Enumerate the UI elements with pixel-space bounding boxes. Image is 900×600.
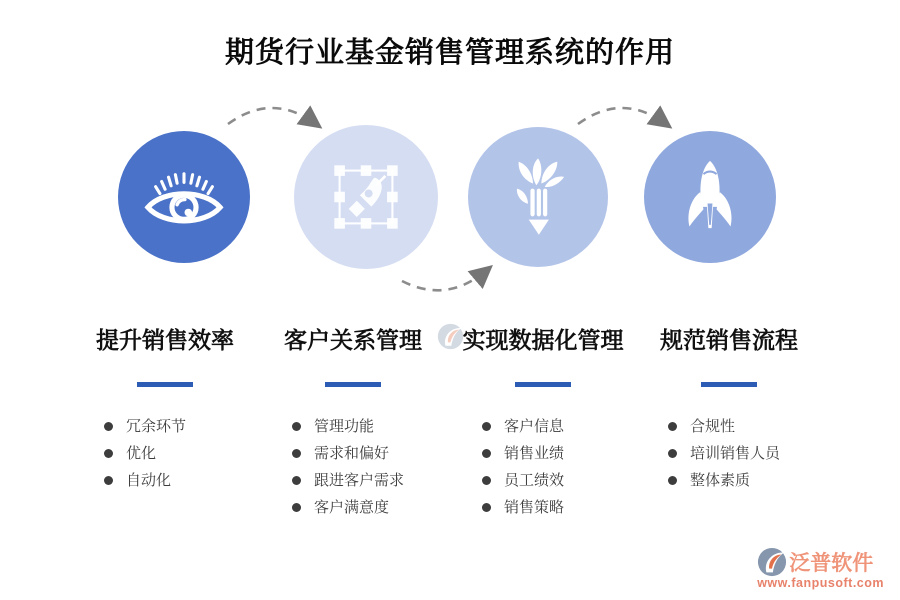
bullet-dot — [482, 503, 491, 512]
list-item — [668, 440, 824, 467]
arrow-2-3 — [402, 270, 487, 290]
section-heading: 提升销售效率 — [96, 328, 234, 353]
bullet-text: 需求和偏好 — [314, 445, 390, 462]
page-title: 期货行业基金销售管理系统的作用 — [224, 37, 675, 69]
bullet-text: 客户信息 — [504, 418, 565, 435]
bullet-text: 培训销售人员 — [690, 445, 781, 462]
bullet-dot — [292, 449, 301, 458]
section-sales-process — [634, 322, 824, 494]
heading-underline — [701, 382, 757, 387]
list-item — [292, 467, 448, 494]
list-item — [668, 413, 824, 440]
section-sales-efficiency — [70, 322, 260, 494]
brand-url: www.fanpusoft.com — [757, 576, 884, 590]
bullet-dot — [482, 449, 491, 458]
bullet-list — [70, 413, 260, 494]
list-item — [668, 467, 824, 494]
step-circle-4 — [644, 131, 776, 263]
list-item — [482, 494, 638, 521]
fanpu-logo-icon — [757, 547, 787, 577]
bullet-dot — [668, 449, 677, 458]
section-heading: 实现数据化管理 — [462, 328, 624, 353]
step-circle-2 — [294, 125, 438, 269]
bullet-text: 客户满意度 — [314, 499, 390, 516]
heading-underline — [515, 382, 571, 387]
footer-brand-block — [757, 547, 884, 590]
brand-name: 泛普软件 — [789, 551, 874, 575]
bullet-text: 优化 — [126, 445, 157, 462]
list-item — [292, 440, 448, 467]
bullet-text: 跟进客户需求 — [314, 472, 405, 489]
list-item — [482, 440, 638, 467]
bullet-dot — [104, 422, 113, 431]
bullet-text: 销售策略 — [504, 499, 565, 516]
list-item — [482, 467, 638, 494]
arrow-1-2 — [228, 108, 316, 124]
bullet-list — [448, 413, 638, 521]
step-circle-3 — [468, 127, 608, 267]
section-heading: 规范销售流程 — [660, 328, 798, 353]
step-circle-1 — [118, 131, 250, 263]
bullet-text: 员工绩效 — [504, 472, 565, 489]
bullet-dot — [482, 422, 491, 431]
list-item — [104, 413, 260, 440]
bullet-text: 冗余环节 — [126, 418, 187, 435]
list-item — [482, 413, 638, 440]
bullet-list — [258, 413, 448, 521]
bullet-dot — [668, 476, 677, 485]
list-item — [292, 413, 448, 440]
bullet-dot — [668, 422, 677, 431]
arrow-3-4 — [578, 108, 666, 124]
bullet-dot — [292, 503, 301, 512]
section-data-management — [448, 322, 638, 521]
bullet-text: 管理功能 — [314, 418, 375, 435]
list-item — [104, 467, 260, 494]
pen-tool-icon — [322, 153, 410, 241]
bullet-dot — [104, 449, 113, 458]
heading-underline — [325, 382, 381, 387]
bullet-dot — [292, 422, 301, 431]
list-item — [104, 440, 260, 467]
rocket-icon — [669, 156, 751, 238]
eye-icon — [141, 154, 227, 240]
section-heading: 客户关系管理 — [284, 328, 422, 353]
list-item — [292, 494, 448, 521]
bullet-text: 自动化 — [126, 472, 172, 489]
pencil-leaves-icon — [496, 155, 580, 239]
bullet-text: 整体素质 — [690, 472, 751, 489]
bullet-list — [634, 413, 824, 494]
heading-underline — [137, 382, 193, 387]
bullet-dot — [104, 476, 113, 485]
bullet-text: 销售业绩 — [504, 445, 565, 462]
bullet-dot — [482, 476, 491, 485]
bullet-text: 合规性 — [690, 418, 736, 435]
bullet-dot — [292, 476, 301, 485]
section-customer-relationship — [258, 322, 448, 521]
